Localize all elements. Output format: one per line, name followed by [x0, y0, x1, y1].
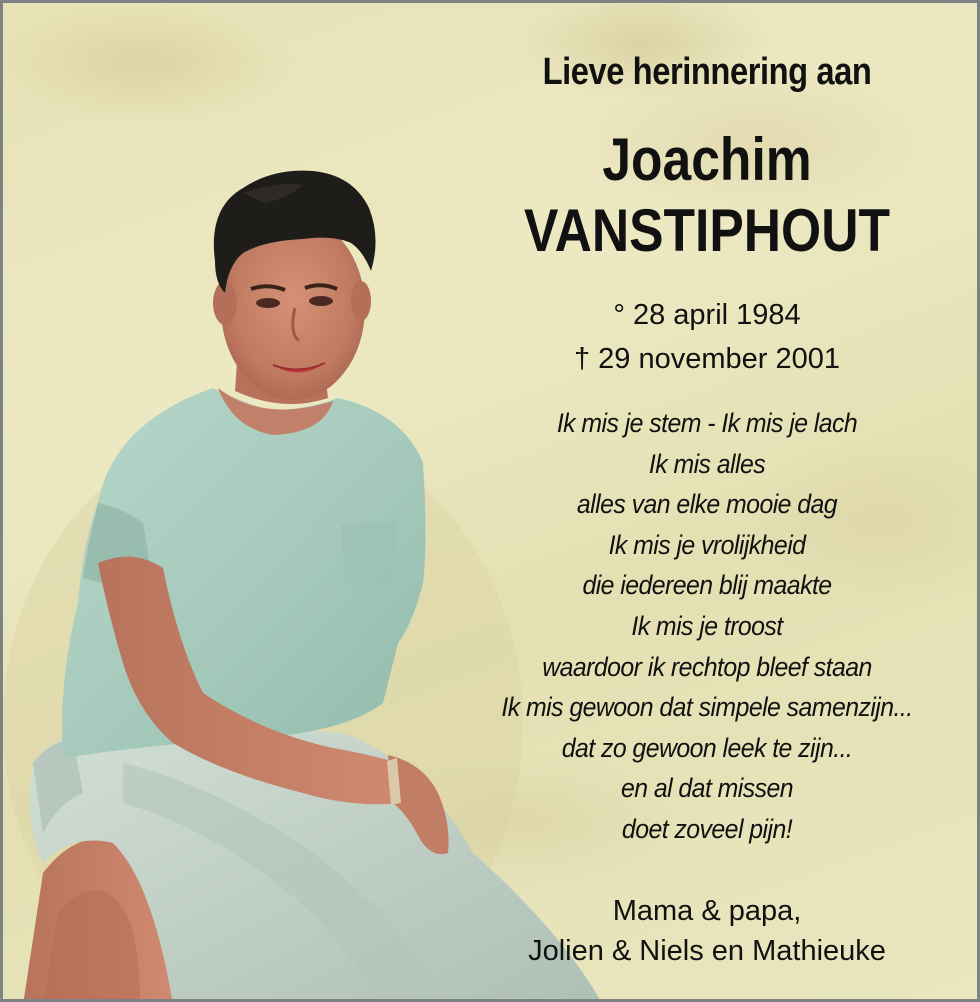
signature-line: Jolien & Niels en Mathieuke: [528, 935, 886, 967]
poem-line: Ik mis je stem - Ik mis je lach: [556, 408, 858, 438]
birth-date: ° 28 april 1984: [613, 299, 801, 331]
memorial-text: [433, 3, 980, 1002]
signature: [433, 891, 980, 971]
poem-line: Ik mis je troost: [631, 610, 783, 641]
first-name: Joachim: [602, 126, 812, 193]
poem-line: en al dat missen: [620, 773, 794, 804]
poem-line: doet zoveel pijn!: [621, 813, 793, 844]
heading: Lieve herinnering aan: [542, 51, 872, 93]
dates: [433, 293, 980, 381]
poem-line: Ik mis gewoon dat simpele samenzijn...: [501, 692, 913, 723]
poem: [433, 403, 980, 850]
death-date: † 29 november 2001: [573, 343, 841, 375]
poem-line: Ik mis alles: [648, 448, 766, 479]
poem-line: dat zo gewoon leek te zijn...: [561, 732, 853, 763]
poem-line: die iedereen blij maakte: [582, 570, 832, 601]
last-name: VANSTIPHOUT: [523, 197, 890, 264]
signature-line: Mama & papa,: [612, 895, 802, 927]
poem-line: alles van elke mooie dag: [576, 489, 838, 520]
poem-line: Ik mis je vrolijkheid: [608, 529, 806, 560]
poem-line: waardoor ik rechtop bleef staan: [542, 651, 872, 682]
